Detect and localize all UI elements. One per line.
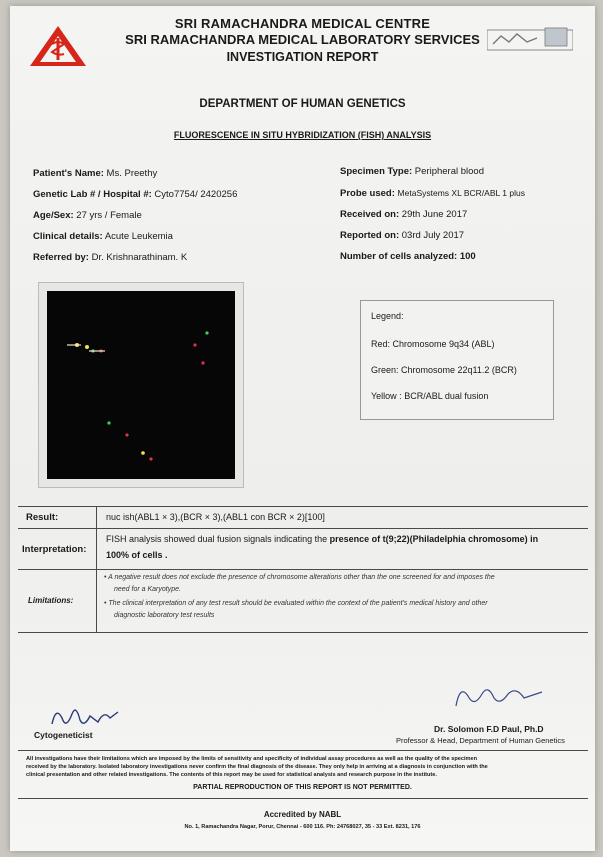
footer-rule [18, 750, 588, 751]
reported-label: Reported on: [340, 230, 400, 241]
cytogeneticist-title: Cytogeneticist [34, 730, 93, 740]
limitations-label: Limitations: [28, 596, 74, 605]
partial-reproduction-notice: PARTIAL REPRODUCTION OF THIS REPORT IS NOT PERMITTED. [193, 784, 412, 791]
professor-signature [446, 676, 556, 722]
cells-row [340, 251, 476, 262]
yellow-signal [141, 451, 145, 455]
table-rule [18, 569, 588, 570]
lab-number: Cyto7754/ 2420256 [154, 189, 238, 200]
age-sex: 27 yrs / Female [76, 210, 142, 221]
green-signal [205, 331, 208, 334]
header-line-3: INVESTIGATION REPORT [226, 50, 379, 64]
lab-number-label: Genetic Lab # / Hospital #: [33, 189, 152, 200]
disclaimer [26, 755, 586, 779]
cells-label: Number of cells analyzed: [340, 251, 458, 262]
clinical-details: Acute Leukemia [104, 231, 173, 242]
disclaimer-line-3: clinical presentation and other related investigations. The contents of this report may be used for statistical analysis and research purpose in the institute. [26, 772, 437, 778]
table-rule [18, 632, 588, 633]
limitation-2-line-2: diagnostic laboratory test results [114, 612, 215, 619]
patient-name: Ms. Preethy [106, 168, 158, 179]
department-title: DEPARTMENT OF HUMAN GENETICS [199, 98, 406, 110]
table-rule [18, 528, 588, 529]
specimen-type-row [340, 166, 484, 177]
red-signal [149, 457, 152, 460]
probe-row [340, 188, 525, 199]
red-signal [201, 361, 204, 364]
interpretation-text-a: FISH analysis showed dual fusion signals indicating the [106, 534, 330, 544]
red-signal [193, 343, 196, 346]
interpretation-text-b: presence of [329, 534, 381, 544]
patient-name-label: Patient's Name: [33, 168, 104, 179]
interpretation-line-1 [106, 534, 538, 544]
probe-label: Probe used: [340, 188, 395, 199]
specimen-type-label: Specimen Type: [340, 166, 413, 177]
referred-by-row [33, 252, 187, 263]
interpretation-line-2: 100% of cells . [106, 550, 168, 560]
legend-green: Green: Chromosome 22q11.2 (BCR) [371, 365, 517, 375]
received-date: 29th June 2017 [401, 209, 468, 220]
limitation-1-line-2: need for a Karyotype. [114, 586, 181, 593]
yellow-signal [85, 345, 89, 349]
specimen-type: Peripheral blood [414, 166, 484, 177]
report-sheet [10, 6, 595, 851]
referred-by-label: Referred by: [33, 252, 89, 263]
professor-name: Dr. Solomon F.D Paul, Ph.D [434, 724, 544, 734]
green-signal [107, 421, 110, 424]
probe-used: MetaSystems XL BCR/ABL 1 plus [397, 188, 525, 198]
clinical-details-row [33, 231, 173, 242]
reported-date: 03rd July 2017 [401, 230, 465, 241]
result-label: Result: [26, 512, 59, 523]
patient-name-row [33, 168, 157, 179]
address: No. 1, Ramachandra Nagar, Porur, Chennai - 600 116. Ph: 24768027, 35 - 33 Ext. 8231, 176 [184, 824, 421, 830]
interpretation-text-c: t(9;22)(Philadelphia chromosome) in [380, 534, 539, 544]
limitation-2-line-1: • The clinical interpretation of any test result should be evaluated within the context of the patient's medical history and other [104, 600, 488, 607]
referred-by: Dr. Krishnarathinam. K [91, 252, 188, 263]
reported-row [340, 230, 464, 241]
header-line-1: SRI RAMACHANDRA MEDICAL CENTRE [174, 16, 431, 31]
test-title: FLUORESCENCE IN SITU HYBRIDIZATION (FISH) ANALYSIS [173, 130, 432, 140]
age-sex-label: Age/Sex: [33, 210, 74, 221]
header-line-2: SRI RAMACHANDRA MEDICAL LABORATORY SERVICES [125, 32, 480, 47]
professor-title: Professor & Head, Department of Human Genetics [396, 736, 565, 745]
disclaimer-line-1: All investigations have their limitations which are imposed by the limits of sensitivity and specificity of individual assay procedures as well as the quality of the specimen [26, 756, 478, 762]
interpretation-label: Interpretation: [22, 544, 87, 555]
received-row [340, 209, 467, 220]
legend-yellow: Yellow : BCR/ABL dual fusion [371, 391, 489, 401]
age-sex-row [33, 210, 142, 221]
accreditation-text: Accredited by NABL [263, 810, 342, 819]
received-label: Received on: [340, 209, 400, 220]
fish-signals [47, 291, 235, 479]
disclaimer-line-2: received by the laboratory. Isolated laboratory investigations never confirm the final diagnosis of the disease. They only help in arriving at a diagnosis in conjunction with the [26, 764, 488, 770]
legend-title: Legend: [371, 311, 404, 321]
red-signal [125, 433, 128, 436]
table-vrule [96, 506, 97, 632]
lab-number-row [33, 189, 237, 200]
cytogeneticist-signature [46, 700, 126, 734]
legend-box [360, 300, 554, 420]
table-rule [18, 506, 588, 507]
result-value: nuc ish(ABL1 × 3),(BCR × 3),(ABL1 con BCR × 2)[100] [106, 512, 325, 522]
fish-image [47, 291, 235, 479]
footer-rule [18, 798, 588, 799]
fish-image-frame [38, 282, 244, 488]
clinical-details-label: Clinical details: [33, 231, 103, 242]
limitation-1-line-1: • A negative result does not exclude the presence of chromosome alterations other than the one screened for and imposes the [104, 574, 495, 581]
legend-red: Red: Chromosome 9q34 (ABL) [371, 339, 495, 349]
cells-count: 100 [459, 251, 476, 262]
